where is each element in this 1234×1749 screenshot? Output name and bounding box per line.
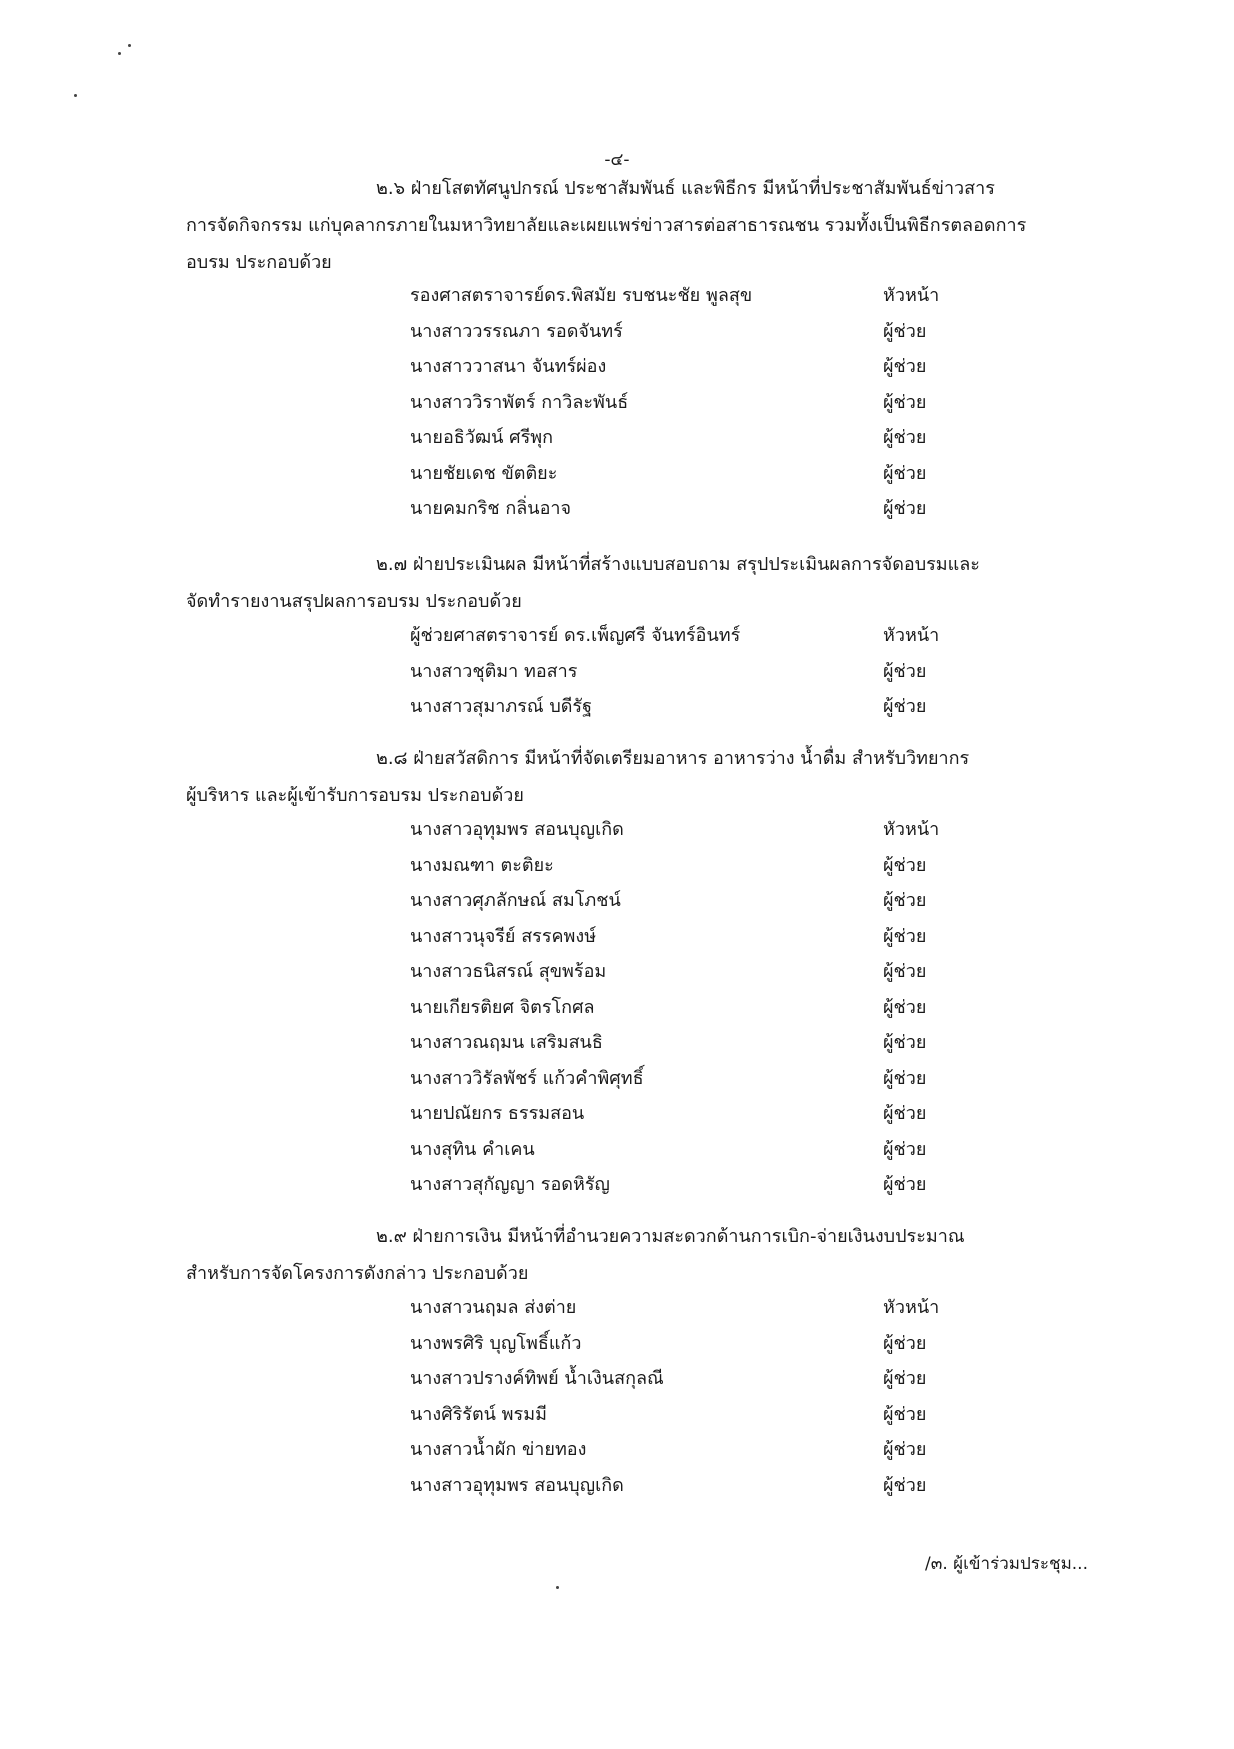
member-role: ผู้ช่วย [883, 1332, 927, 1354]
member-role: ผู้ช่วย [883, 996, 927, 1018]
member-name: นายอธิวัฒน์ ศรีพุก [410, 427, 554, 448]
member-row [0, 278, 1234, 314]
section-2-6-intro [186, 170, 1066, 281]
member-row [0, 919, 1234, 955]
member-role: ผู้ช่วย [883, 1368, 927, 1389]
member-row [0, 1167, 1234, 1203]
member-name: นายคมกริช กลิ่นอาจ [410, 498, 572, 519]
member-name: นางสาวธนิสรณ์ สุขพร้อม [410, 961, 607, 982]
member-role: ผู้ช่วย [883, 427, 927, 448]
member-row [0, 883, 1234, 919]
member-name: นางสาวนฤมล ส่งต่าย [410, 1297, 577, 1318]
member-role: ผู้ช่วย [883, 925, 927, 947]
member-row [0, 1132, 1234, 1168]
member-row [0, 1326, 1234, 1362]
member-role: ผู้ช่วย [883, 1067, 927, 1089]
member-role: หัวหน้า [883, 819, 940, 840]
scan-speck [556, 1586, 559, 1589]
member-row [0, 491, 1234, 527]
member-name: นางมณฑา ตะติยะ [410, 854, 554, 876]
member-name: นางสาวน้ำผัก ข่ายทอง [410, 1439, 587, 1460]
member-name: นายปณัยกร ธรรมสอน [410, 1103, 585, 1124]
member-name: นางสาวณฤมน เสริมสนธิ [410, 1032, 603, 1053]
section-2-6-member-list [0, 278, 1234, 527]
member-row [0, 990, 1234, 1026]
member-role: ผู้ช่วย [883, 462, 927, 484]
member-role: ผู้ช่วย [883, 1439, 927, 1460]
continuation-note: /๓. ผู้เข้าร่วมประชุม... [925, 1554, 1088, 1574]
member-row [0, 1397, 1234, 1433]
member-name: นางสาวนุจรีย์ สรรคพงษ์ [410, 925, 597, 947]
member-name: นางศิริรัตน์ พรมมี [410, 1403, 547, 1425]
member-name: ผู้ช่วยศาสตราจารย์ ดร.เพ็ญศรี จันทร์อินทร์ [410, 625, 741, 646]
member-row [0, 1432, 1234, 1468]
member-name: นางสาววิรัลพัชร์ แก้วคำพิศุทธิ์ [410, 1067, 644, 1089]
member-row [0, 420, 1234, 456]
scan-speck [128, 44, 131, 47]
member-row [0, 618, 1234, 654]
member-name: นางสาวปรางค์ทิพย์ น้ำเงินสกุลณี [410, 1368, 664, 1389]
member-name: นายเกียรติยศ จิตรโกศล [410, 996, 595, 1018]
member-role: ผู้ช่วย [883, 1403, 927, 1425]
member-row [0, 654, 1234, 690]
member-row [0, 314, 1234, 350]
member-role: ผู้ช่วย [883, 1032, 927, 1053]
section-2-9-intro [186, 1218, 1066, 1292]
member-name: นายชัยเดช ขัตติยะ [410, 462, 558, 484]
member-name: นางพรศิริ บุญโพธิ์แก้ว [410, 1332, 582, 1354]
member-name: นางสาวชุติมา ทอสาร [410, 660, 578, 682]
section-2-7-member-list [0, 618, 1234, 725]
member-name: นางสาววิราพัตร์ กาวิละพันธ์ [410, 391, 629, 413]
member-row [0, 689, 1234, 725]
section-2-9-member-list [0, 1290, 1234, 1503]
member-name: นางสาววรรณภา รอดจันทร์ [410, 320, 623, 342]
section-2-7-intro [186, 546, 1066, 620]
member-role: ผู้ช่วย [883, 1174, 927, 1195]
scan-speck [74, 94, 77, 97]
member-role: ผู้ช่วย [883, 1474, 927, 1496]
member-name: นางสาววาสนา จันทร์ผ่อง [410, 356, 607, 377]
section-2-8-intro-continuation: ผู้บริหาร และผู้เข้ารับการอบรม ประกอบด้วย [186, 785, 524, 806]
section-2-8-member-list [0, 812, 1234, 1203]
member-row [0, 1061, 1234, 1097]
member-role: หัวหน้า [883, 1297, 940, 1318]
section-2-8-intro [186, 740, 1066, 814]
section-2-7-intro-continuation: จัดทำรายงานสรุปผลการอบรม ประกอบด้วย [186, 591, 522, 612]
section-2-7-intro-first-line: ๒.๗ ฝ่ายประเมินผล มีหน้าที่สร้างแบบสอบถาม สรุปประเมินผลการจัดอบรมและ [376, 554, 980, 575]
member-role: ผู้ช่วย [883, 854, 927, 876]
section-2-9-intro-continuation: สำหรับการจัดโครงการดังกล่าว ประกอบด้วย [186, 1263, 529, 1284]
member-row [0, 1025, 1234, 1061]
member-name: นางสาวอุทุมพร สอนบุญเกิด [410, 819, 624, 840]
member-name: รองศาสตราจารย์ดร.พิสมัย รบชนะชัย พูลสุข [410, 285, 753, 306]
member-row [0, 954, 1234, 990]
member-role: ผู้ช่วย [883, 498, 927, 519]
member-row [0, 848, 1234, 884]
section-2-9-intro-first-line: ๒.๙ ฝ่ายการเงิน มีหน้าที่อำนวยความสะดวกด้านการเบิก-จ่ายเงินงบประมาณ [376, 1226, 965, 1247]
member-role: ผู้ช่วย [883, 356, 927, 377]
member-name: นางสาวสุมาภรณ์ บดีรัฐ [410, 696, 593, 717]
member-role: หัวหน้า [883, 625, 940, 646]
scan-speck [118, 52, 121, 55]
member-role: หัวหน้า [883, 285, 940, 306]
member-role: ผู้ช่วย [883, 961, 927, 982]
section-2-6-intro-first-line: ๒.๖ ฝ่ายโสตทัศนูปกรณ์ ประชาสัมพันธ์ และพิธีกร มีหน้าที่ประชาสัมพันธ์ข่าวสาร [376, 178, 995, 199]
member-row [0, 812, 1234, 848]
member-role: ผู้ช่วย [883, 1138, 927, 1160]
section-2-6-intro-continuation: การจัดกิจกรรม แก่บุคลากรภายในมหาวิทยาลัยและเผยแพร่ข่าวสารต่อสาธารณชน รวมทั้งเป็นพิธีกรตลอดการอบรม ประกอบด้วย [186, 215, 1027, 273]
member-row [0, 456, 1234, 492]
member-name: นางสุทิน คำเคน [410, 1138, 535, 1160]
member-row [0, 1468, 1234, 1504]
member-role: ผู้ช่วย [883, 660, 927, 682]
section-2-8-intro-first-line: ๒.๘ ฝ่ายสวัสดิการ มีหน้าที่จัดเตรียมอาหาร อาหารว่าง น้ำดื่ม สำหรับวิทยากร [376, 748, 970, 769]
member-name: นางสาวศุภลักษณ์ สมโภชน์ [410, 890, 621, 911]
member-role: ผู้ช่วย [883, 391, 927, 413]
member-row [0, 385, 1234, 421]
member-name: นางสาวอุทุมพร สอนบุญเกิด [410, 1474, 624, 1496]
member-row [0, 1361, 1234, 1397]
member-row [0, 1096, 1234, 1132]
member-name: นางสาวสุกัญญา รอดหิรัญ [410, 1174, 610, 1195]
page-number: -๔- [604, 150, 630, 170]
member-role: ผู้ช่วย [883, 890, 927, 911]
member-role: ผู้ช่วย [883, 1103, 927, 1124]
member-role: ผู้ช่วย [883, 320, 927, 342]
member-role: ผู้ช่วย [883, 696, 927, 717]
member-row [0, 1290, 1234, 1326]
member-row [0, 349, 1234, 385]
